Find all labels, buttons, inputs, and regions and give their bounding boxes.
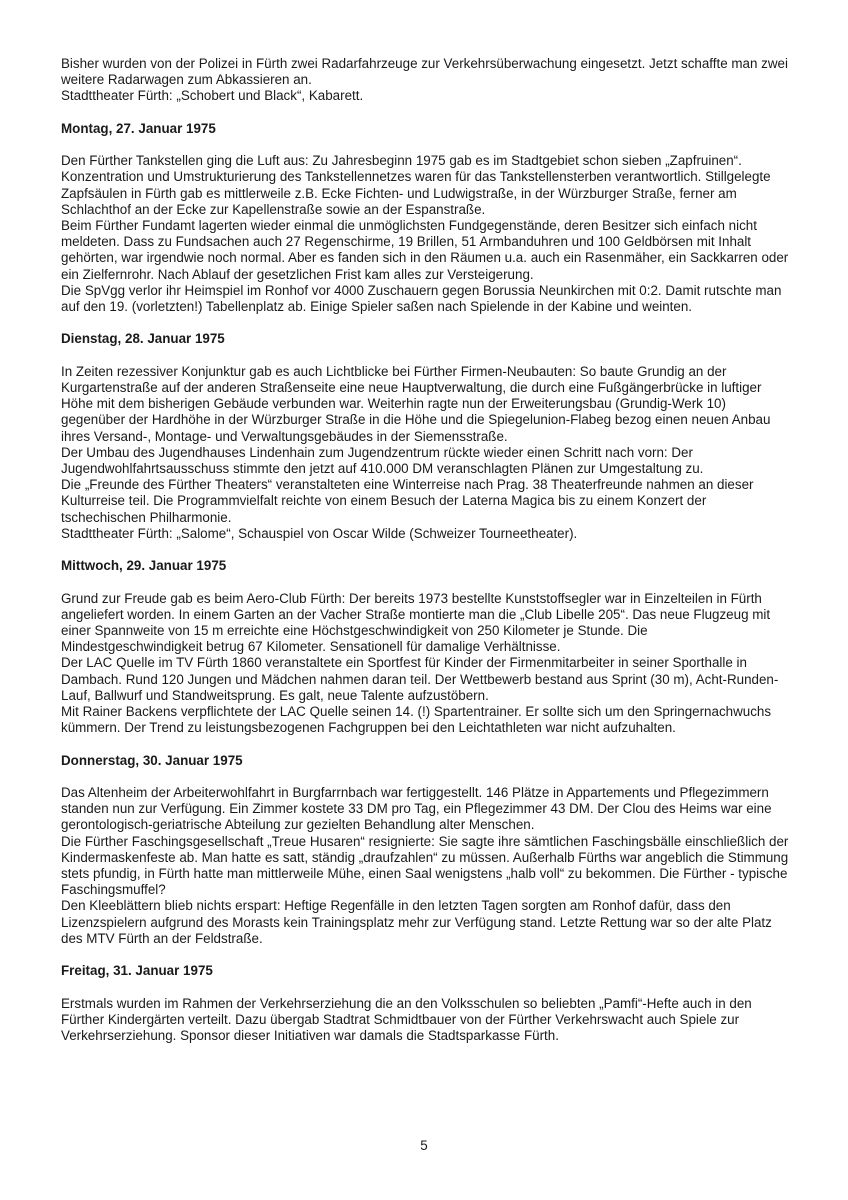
text-entry: Grund zur Freude gab es beim Aero-Club Fürth: Der bereits 1973 bestellte Kunststoffsegler war in Einzelteilen in Fürth angeliefert worden. In einem Garten an der Vacher Straße montierte man die „Club Libelle 205“. Das neue Flugzeug mit einer Spannweite von 15 m erreichte eine Höchstgeschwindigkeit von 250 Kilometer je Stunde. Die Mindestgeschwindigkeit betrug 67 Kilometer. Sensationell für damalige Verhältnisse.: [61, 590, 771, 655]
document-body: [61, 56, 790, 1044]
text-entry: In Zeiten rezessiver Konjunktur gab es auch Lichtblicke bei Fürther Firmen-Neubauten: So baute Grundig an der Kurgartenstraße auf der anderen Straßenseite eine neue Hauptverwaltung, die durch eine Fußgängerbrücke in luftiger Höhe mit dem bisherigen Gebäude verbunden war. Weiterhin ragte nun der Erweiterungsbau (Grundig-Werk 10) gegenüber der Hardhöhe in der Würzburger Straße in die Höhe und die Spiegelunion-Flabeg bezog einen neuen Anbau ihres Versand-, Montage- und Verwaltungsgebäudes in der Siemensstraße.: [61, 363, 771, 444]
text-entry: Die Fürther Faschingsgesellschaft „Treue Husaren“ resignierte: Sie sagte ihre sämtlichen Faschingsbälle einschließlich der Kindermaskenfeste ab. Man hatte es satt, ständig „draufzahlen“ zu müssen. Außerhalb Fürths war angeblich die Stimmung stets pfundig, in Fürth hatte man mittlerweile Mühe, einen Saal wenigstens „halb voll“ zu bekommen. Die Fürther - typische Faschingsmuffel?: [61, 833, 789, 898]
section-heading: Montag, 27. Januar 1975: [61, 120, 216, 136]
text-entry: Beim Fürther Fundamt lagerten wieder einmal die unmöglichsten Fundgegenstände, deren Besitzer sich einfach nicht meldeten. Dass zu Fundsachen auch 27 Regenschirme, 19 Brillen, 51 Armbanduhren und 100 Geldbörsen mit Inhalt gehörten, war irgendwie noch normal. Aber es fanden sich in den Räumen u.a. auch ein Rasenmäher, ein Sackkarren oder ein Zielfernrohr. Nach Ablauf der gesetzlichen Frist kam alles zur Versteigerung.: [61, 218, 789, 282]
text-entry: Die „Freunde des Fürther Theaters“ veranstalteten eine Winterreise nach Prag. 38 Theaterfreunde nahmen an dieser Kulturreise teil. Die Programmvielfalt reichte von einem Besuch der Laterna Magica bis zu einem Konzert der tschechischen Philharmonie.: [61, 477, 754, 525]
section-heading: Donnerstag, 30. Januar 1975: [61, 752, 243, 768]
text-entry: Der Umbau des Jugendhauses Lindenhain zum Jugendzentrum rückte wieder einen Schritt nach vorn: Der Jugendwohlfahrtsausschuss stimmte den jetzt auf 410.000 DM veranschlagten Plänen zur Umgestaltung zu.: [61, 444, 704, 477]
text-entry: Den Kleeblättern blieb nichts erspart: Heftige Regenfälle in den letzten Tagen sorgten am Ronhof dafür, dass den Lizenzspielern aufgrund des Morasts kein Trainingsplatz mehr zur Verfügung stand. Letzte Rettung war so der alte Platz des MTV Fürth an der Feldstraße.: [61, 898, 772, 946]
text-entry: Die SpVgg verlor ihr Heimspiel im Ronhof vor 4000 Zuschauern gegen Borussia Neunkirchen mit 0:2. Damit rutschte man auf den 19. (vorletzten!) Tabellenplatz ab. Einige Spieler saßen nach Spielende in der Kabine und weinten.: [61, 282, 782, 315]
text-entry: Bisher wurden von der Polizei in Fürth zwei Radarfahrzeuge zur Verkehrsüberwachung eingesetzt. Jetzt schaffte man zwei weitere Radarwagen zum Abkassieren an.: [61, 56, 788, 88]
text-entry: Stadttheater Fürth: „Schobert und Black“, Kabarett.: [61, 88, 364, 104]
section-heading: Mittwoch, 29. Januar 1975: [61, 558, 227, 574]
text-entry: Den Fürther Tankstellen ging die Luft aus: Zu Jahresbeginn 1975 gab es im Stadtgebiet schon sieben „Zapfruinen“. Konzentration und Umstrukturierung des Tankstellennetzes waren für das Tankstellensterben verantwortlich. Stillgelegte Zapfsäulen in Fürth gab es mittlerweile z.B. Ecke Fichten- und Ludwigstraße, in der Würzburger Straße, ferner am Schlachthof an der Ecke zur Kapellenstraße sowie an der Espanstraße.: [61, 153, 771, 217]
text-entry: Mit Rainer Backens verpflichtete der LAC Quelle seinen 14. (!) Spartentrainer. Er sollte sich um den Springernachwuchs kümmern. Der Trend zu leistungsbezogenen Fachgruppen bei den Leichtathleten war nicht aufzuhalten.: [61, 704, 772, 736]
text-entry: Erstmals wurden im Rahmen der Verkehrserziehung die an den Volksschulen so beliebten „Pamfi“-Hefte auch in den Fürther Kindergärten verteilt. Dazu übergab Stadtrat Schmidtbauer von der Fürther Verkehrswacht auch Spiele zur Verkehrserziehung. Sponsor dieser Initiativen war damals die Stadtsparkasse Fürth.: [61, 995, 752, 1044]
section-heading: Freitag, 31. Januar 1975: [61, 963, 213, 979]
text-entry: Das Altenheim der Arbeiterwohlfahrt in Burgfarrnbach war fertiggestellt. 146 Plätze in Appartements und Pflegezimmern standen nun zur Verfügung. Ein Zimmer kostete 33 DM pro Tag, ein Pflegezimmer 43 DM. Der Clou des Heims war eine gerontologisch-geriatrische Abteilung zur gezielten Behandlung alter Menschen.: [61, 785, 772, 833]
text-entry: Stadttheater Fürth: „Salome“, Schauspiel von Oscar Wilde (Schweizer Tourneetheater).: [61, 525, 578, 541]
page-number: 5: [420, 1138, 428, 1153]
text-entry: Der LAC Quelle im TV Fürth 1860 veranstaltete ein Sportfest für Kinder der Firmenmitarbeiter in seiner Sporthalle in Dambach. Rund 120 Jungen und Mädchen nahmen daran teil. Der Wettbewerb bestand aus Sprint (30 m), Acht-Runden-Lauf, Ballwurf und Standweitsprung. Es galt, neue Talente aufzustöbern.: [61, 655, 779, 703]
section-heading: Dienstag, 28. Januar 1975: [61, 331, 225, 347]
